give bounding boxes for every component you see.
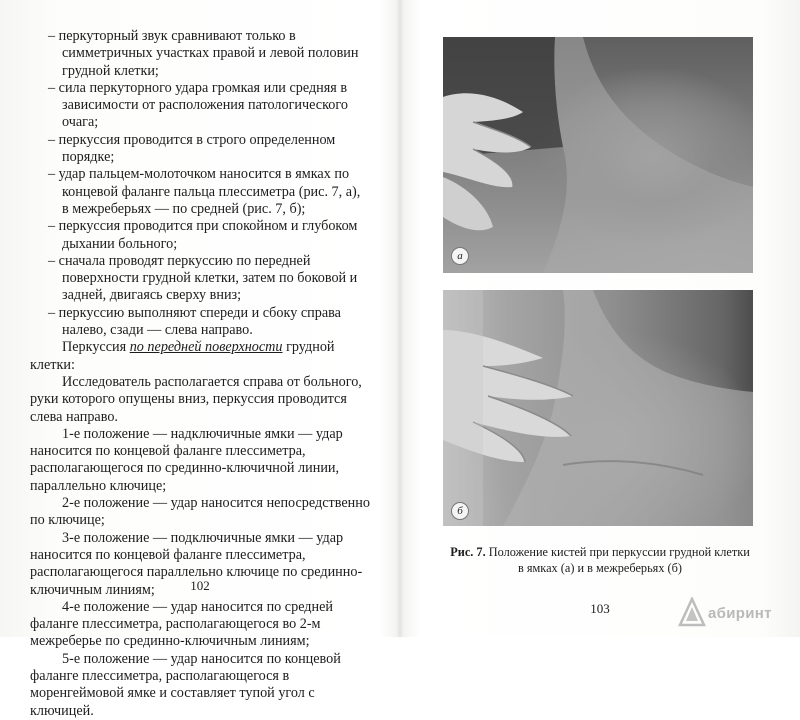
caption-line-2: в ямках (а) и в межреберьях (б) [517,560,683,575]
bullet-item: – сначала проводят перкуссию по передней поверхности грудной клетки, затем по боковой и задней, двигаясь сверху вниз; [30,253,370,305]
photo-percussion-intercostal [443,290,753,526]
position-item: 3-е положение — подключичные ямки — удар наносится по концевой фаланге плессиметра, располагающегося параллельно ключице по срединно-ключичным линиям; [30,529,363,598]
position-item: 4-е положение — удар наносится по средней фаланге плессиметра, располагающегося во 2-м межреберье по срединно-ключичным линиям; [30,598,334,650]
intro-paragraph: Исследователь располагается справа от больного, руки которого опущены вниз, перкуссия проводится слева направо. [30,373,362,425]
section-heading-tail: грудной клетки: [30,339,335,373]
section-heading-lead: Перкуссия [62,339,130,356]
labirint-watermark [678,597,786,627]
section-heading [30,339,370,374]
page-number-left: 102 [190,578,210,593]
section-heading-emphasis: по передней поверхности [129,339,283,356]
book-gutter [396,0,404,637]
photo-b-shapes [443,290,753,526]
caption-figure-number: Рис. 7. [450,545,486,559]
bullet-item: – перкуссия проводится при спокойном и глубоком дыхании больного; [30,218,370,253]
photo-label-b: б [451,502,469,520]
watermark-text: абиринт [708,605,772,622]
page-number-right: 103 [590,601,610,616]
bullet-item: – перкуссия проводится в строго определенном порядке; [30,132,370,167]
bullet-item: – перкуторный звук сравнивают только в симметричных участках правой и левой половин грудной клетки; [30,28,370,80]
left-page-text [30,28,370,720]
photo-a-shapes [443,37,753,273]
bullet-item: – удар пальцем-молоточком наносится в ямках по концевой фаланге пальца плессиметра (рис. 7, а), в межреберьях — по средней (рис. 7, б); [30,166,370,218]
bullet-item: – сила перкуторного удара громкая или средняя в зависимости от расположения патологического очага; [30,80,370,132]
figure-caption [430,545,770,576]
bullet-item: – перкуссию выполняют спереди и сбоку справа налево, сзади — слева направо. [30,305,370,340]
caption-line-1: Положение кистей при перкуссии грудной клетки [485,545,750,559]
position-item: 5-е положение — удар наносится по концевой фаланге плессиметра, располагающегося в моренгеймовой ямке и составляет тупой угол с ключицей. [30,650,341,719]
photo-label-a: а [451,247,469,265]
position-item: 1-е положение — надключичные ямки — удар наносится по концевой фаланге плессиметра, располагающегося по срединно-ключичной линии, параллельно ключице; [30,425,343,494]
photo-percussion-fossae [443,37,753,273]
watermark-logo-icon [678,597,706,627]
position-item: 2-е положение — удар наносится непосредственно по ключице; [30,495,370,529]
